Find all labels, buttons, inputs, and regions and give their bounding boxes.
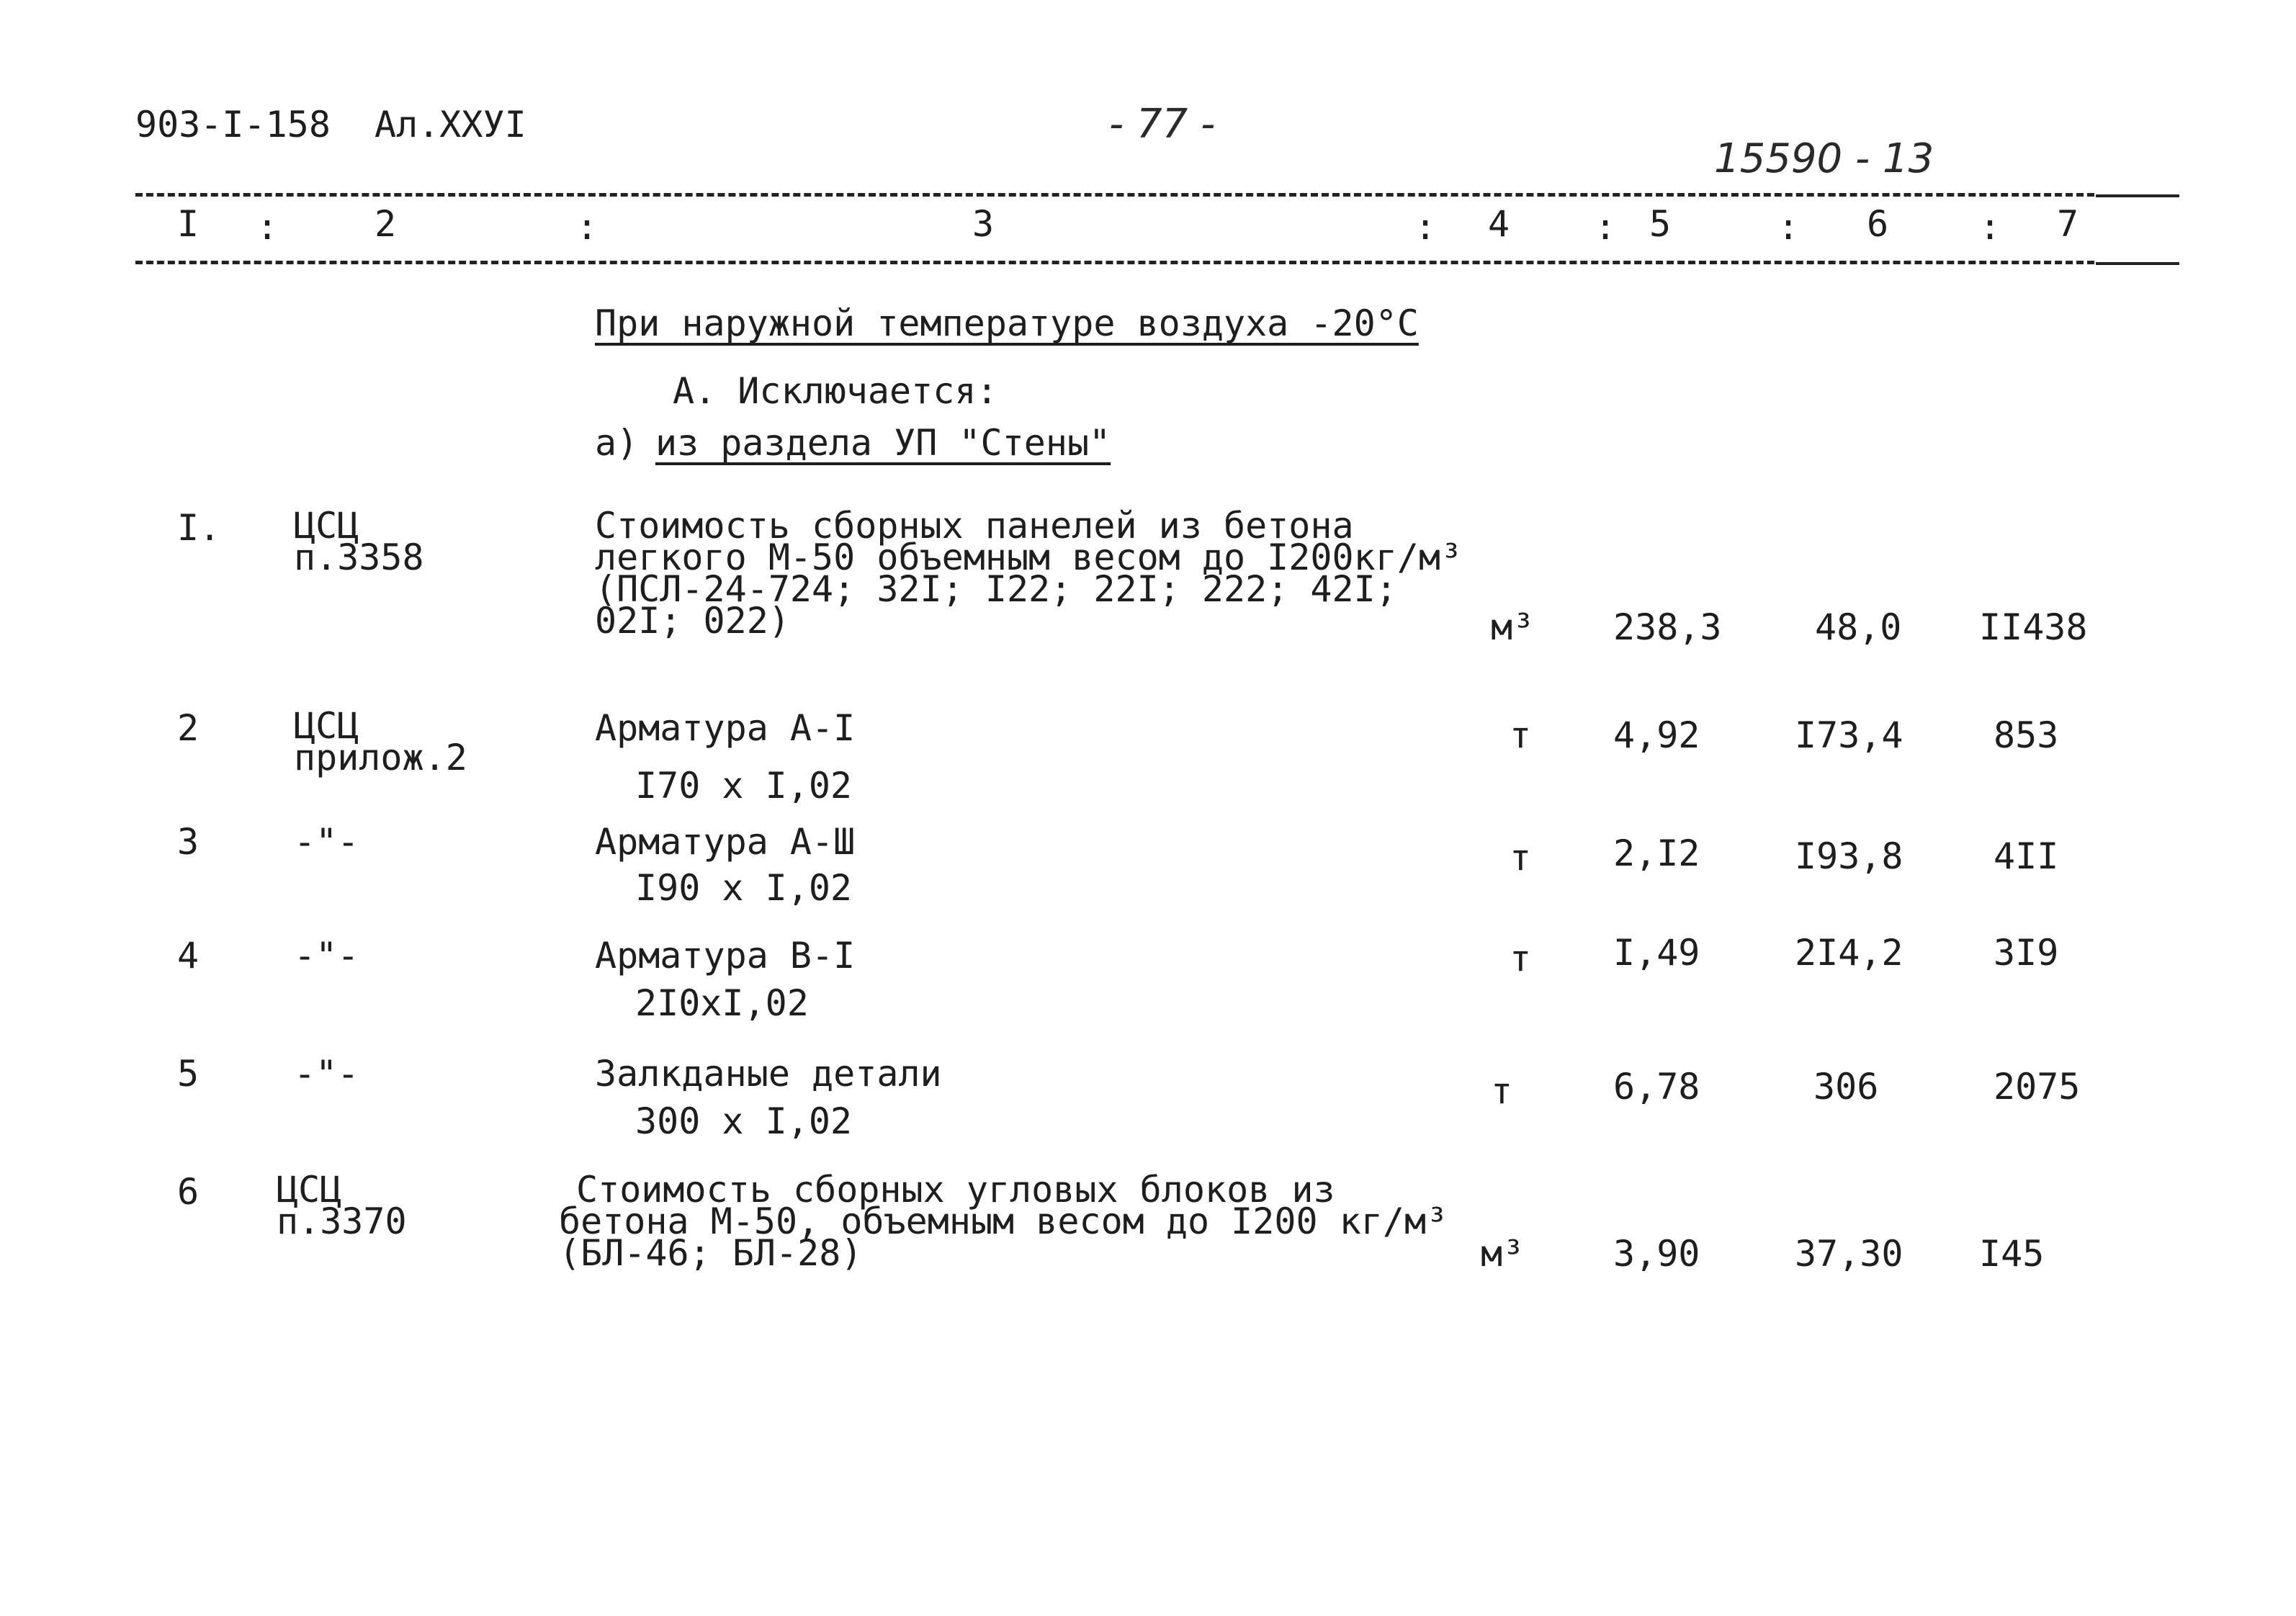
column-number-7: 7 (2057, 203, 2079, 245)
row-description-line: бетона М-50, объемным весом до I200 кг/м³ (559, 1200, 1448, 1242)
row-number: I. (177, 507, 221, 549)
column-number-4: 4 (1488, 203, 1510, 245)
row-number: 6 (177, 1171, 199, 1213)
row-reference: ЦСЦ (294, 505, 359, 547)
row-price: 48,0 (1815, 606, 1902, 648)
row-number: 2 (177, 707, 199, 749)
row-total: II438 (1979, 606, 2088, 648)
row-number: 5 (177, 1053, 199, 1095)
column-separator: : (1777, 206, 1800, 248)
row-quantity: 4,92 (1613, 714, 1700, 756)
document-code: 903-I-158 (135, 104, 331, 145)
row-reference: ЦСЦ (294, 705, 359, 747)
row-description-line: Арматура А-Ш (595, 821, 856, 863)
row-total: 2075 (1994, 1066, 2081, 1108)
row-reference: п.3370 (277, 1200, 407, 1242)
column-number-2: 2 (375, 203, 397, 245)
row-description-line: (БЛ-46; БЛ-28) (559, 1232, 863, 1274)
row-description-line: 2I0xI,02 (635, 982, 809, 1024)
row-unit: т (1491, 1070, 1513, 1112)
column-separator: : (256, 206, 279, 248)
section-subtitle-b: из раздела УП "Стены" (655, 422, 1111, 464)
row-description-line: Стоимость сборных угловых блоков из (576, 1169, 1335, 1211)
row-price: I93,8 (1795, 835, 1903, 877)
row-unit: т (1510, 837, 1532, 879)
header-bottom-rule-end (2096, 262, 2179, 265)
row-quantity: 6,78 (1613, 1066, 1700, 1108)
album-label: Ал.XXУI (375, 104, 526, 145)
row-price: 2I4,2 (1795, 932, 1903, 974)
section-title: При наружной температуре воздуха -20°С (595, 302, 1419, 344)
header-bottom-rule (135, 261, 2094, 264)
row-description-line: Арматура А-I (595, 707, 856, 749)
row-reference: -"- (294, 1053, 359, 1095)
row-unit: м³ (1491, 606, 1535, 648)
row-reference: п.3358 (294, 537, 424, 578)
row-total: I45 (1979, 1233, 2045, 1275)
row-total: 853 (1994, 714, 2059, 756)
row-quantity: 2,I2 (1613, 832, 1700, 874)
row-unit: т (1510, 938, 1532, 979)
row-price: I73,4 (1795, 714, 1903, 756)
handwritten-reference: 15590 - 13 (1714, 135, 1934, 182)
row-reference: -"- (294, 821, 359, 863)
row-description-line: (ПСЛ-24-724; 32I; I22; 22I; 222; 42I; (595, 568, 1397, 610)
header-top-rule-end (2096, 194, 2179, 197)
row-price: 37,30 (1795, 1233, 1903, 1275)
row-description-line: Арматура В-I (595, 935, 856, 977)
header-top-rule (135, 193, 2094, 197)
row-unit: м³ (1481, 1233, 1525, 1275)
row-quantity: I,49 (1613, 932, 1700, 974)
column-separator: : (576, 206, 598, 248)
row-total: 3I9 (1994, 932, 2059, 974)
page-number: - 77 - (1109, 101, 1216, 148)
row-description-line: 02I; 022) (595, 600, 790, 642)
row-reference: прилож.2 (294, 737, 467, 778)
row-total: 4II (1994, 835, 2059, 877)
row-description-line: I70 x I,02 (635, 765, 853, 807)
column-number-3: 3 (972, 203, 995, 245)
column-separator: : (1979, 206, 2001, 248)
column-number-5: 5 (1649, 203, 1672, 245)
row-reference: -"- (294, 935, 359, 977)
row-description-line: 300 x I,02 (635, 1100, 853, 1142)
column-number-6: 6 (1867, 203, 1889, 245)
column-separator: : (1595, 206, 1617, 248)
row-description-line: Стоимость сборных панелей из бетона (595, 505, 1354, 547)
row-description-line: легкого М-50 объемным весом до I200кг/м³ (595, 537, 1463, 578)
row-reference: ЦСЦ (277, 1169, 342, 1211)
row-description-line: Залкданые детали (595, 1053, 942, 1095)
row-quantity: 3,90 (1613, 1233, 1700, 1275)
row-quantity: 238,3 (1613, 606, 1722, 648)
section-subtitle-b-prefix: а) (595, 422, 639, 464)
row-unit: т (1510, 714, 1532, 756)
row-description-line: I90 x I,02 (635, 867, 853, 909)
row-number: 4 (177, 935, 199, 977)
column-separator: : (1414, 206, 1437, 248)
row-number: 3 (177, 821, 199, 863)
section-subtitle-a: А. Исключается: (673, 370, 998, 412)
row-price: 306 (1813, 1066, 1879, 1108)
column-number-1: I (177, 203, 199, 245)
